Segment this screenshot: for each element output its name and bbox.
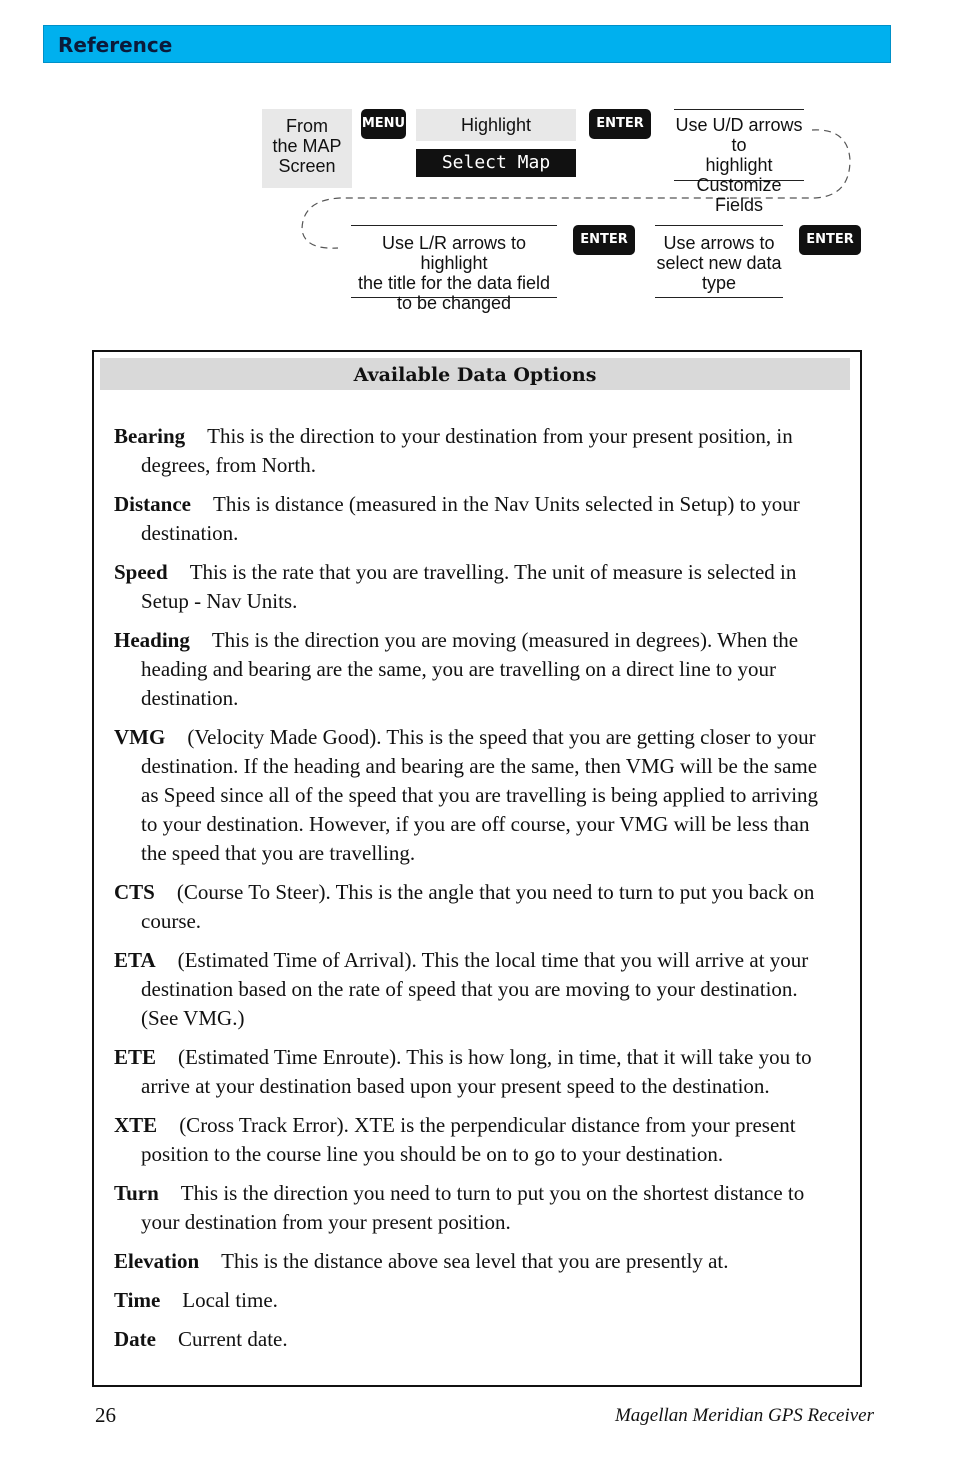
list-item	[114, 490, 834, 548]
step-line: the title for the data field	[357, 273, 551, 293]
step-line: Customize Fields	[696, 175, 782, 215]
option-term: Turn	[114, 1181, 159, 1205]
option-term: Time	[114, 1288, 161, 1312]
option-desc: This is the distance above sea level that you are presently at.	[221, 1249, 729, 1273]
list-item	[114, 1325, 834, 1354]
option-desc: (Cross Track Error). XTE is the perpendicular distance from your present position to the course line you should be on to go to your destination.	[141, 1113, 796, 1166]
enter-key-icon: ENTER	[573, 225, 635, 255]
option-desc: (Course To Steer). This is the angle that you need to turn to put you back on course.	[141, 880, 815, 933]
option-term: XTE	[114, 1113, 158, 1137]
menu-key-icon: MENU	[361, 109, 406, 139]
option-term: Date	[114, 1327, 156, 1351]
page-number: 26	[95, 1403, 116, 1427]
step-line: Highlight	[460, 115, 532, 135]
step-line: From	[286, 116, 328, 136]
step-line: the MAP	[272, 136, 342, 156]
option-term: Elevation	[114, 1249, 200, 1273]
step-line: to be changed	[396, 293, 512, 313]
option-term: Bearing	[114, 424, 186, 448]
select-map-info-label: Select Map Info	[416, 149, 576, 177]
option-term: Distance	[114, 492, 191, 516]
options-title: Available Data Options	[100, 358, 850, 390]
option-term: VMG	[114, 725, 166, 749]
step-line: Use L/R arrows to highlight	[381, 233, 527, 273]
step-lr-arrows	[351, 225, 557, 313]
step-highlight	[416, 109, 576, 141]
data-options-box	[92, 350, 862, 1387]
list-item	[114, 1111, 834, 1169]
step-line: Use arrows to	[663, 233, 775, 253]
option-desc: (Velocity Made Good). This is the speed that you are getting closer to your destination. If the heading and bearing are the same, then VMG will be the same as Speed since all of the speed that you are travelling is being applied to arriving to your destination. However, if you are off course, your VMG will be less than the speed that you are travelling.	[141, 725, 819, 865]
step-from-map	[262, 109, 352, 188]
step-line: Screen	[278, 156, 336, 176]
option-desc: (Estimated Time Enroute). This is how long, in time, that it will take you to arrive at your destination based upon your present speed to the destination.	[141, 1045, 812, 1098]
options-list	[114, 422, 834, 1364]
step-select-type	[655, 225, 783, 298]
step-customize-fields	[674, 109, 804, 215]
option-desc: Current date.	[177, 1327, 288, 1351]
option-desc: This is the direction you are moving (measured in degrees). When the heading and bearing are the same, you are travelling on a direct line to your destination.	[141, 628, 799, 710]
option-desc: This is distance (measured in the Nav Units selected in Setup) to your destination.	[141, 492, 800, 545]
list-item	[114, 626, 834, 713]
footer-title: Magellan Meridian GPS Receiver	[614, 1405, 874, 1426]
option-term: CTS	[114, 880, 155, 904]
procedure-flow	[0, 0, 954, 320]
step-line: highlight	[705, 155, 773, 175]
list-item	[114, 422, 834, 480]
option-desc: This is the rate that you are travelling. The unit of measure is selected in Setup - Nav Units.	[141, 560, 797, 613]
list-item	[114, 1179, 834, 1237]
step-line: type	[701, 273, 737, 293]
option-desc: (Estimated Time of Arrival). This the local time that you will arrive at your destination based on the rate of speed that you are moving to your destination. (See VMG.)	[141, 948, 809, 1030]
option-term: Heading	[114, 628, 190, 652]
step-line: select new data	[656, 253, 782, 273]
section-title: Reference	[58, 33, 173, 57]
list-item	[114, 558, 834, 616]
option-desc: This is the direction you need to turn to put you on the shortest distance to your destination from your present position.	[141, 1181, 805, 1234]
option-term: ETE	[114, 1045, 157, 1069]
list-item	[114, 1286, 834, 1315]
option-desc: This is the direction to your destination from your present position, in degrees, from North.	[141, 424, 793, 477]
list-item	[114, 946, 834, 1033]
enter-key-icon: ENTER	[799, 225, 861, 255]
step-line: Use U/D arrows to	[675, 115, 803, 155]
option-term: Speed	[114, 560, 168, 584]
list-item	[114, 1247, 834, 1276]
option-term: ETA	[114, 948, 156, 972]
list-item	[114, 878, 834, 936]
enter-key-icon: ENTER	[589, 109, 651, 139]
option-desc: Local time.	[182, 1288, 278, 1312]
list-item	[114, 723, 834, 868]
list-item	[114, 1043, 834, 1101]
